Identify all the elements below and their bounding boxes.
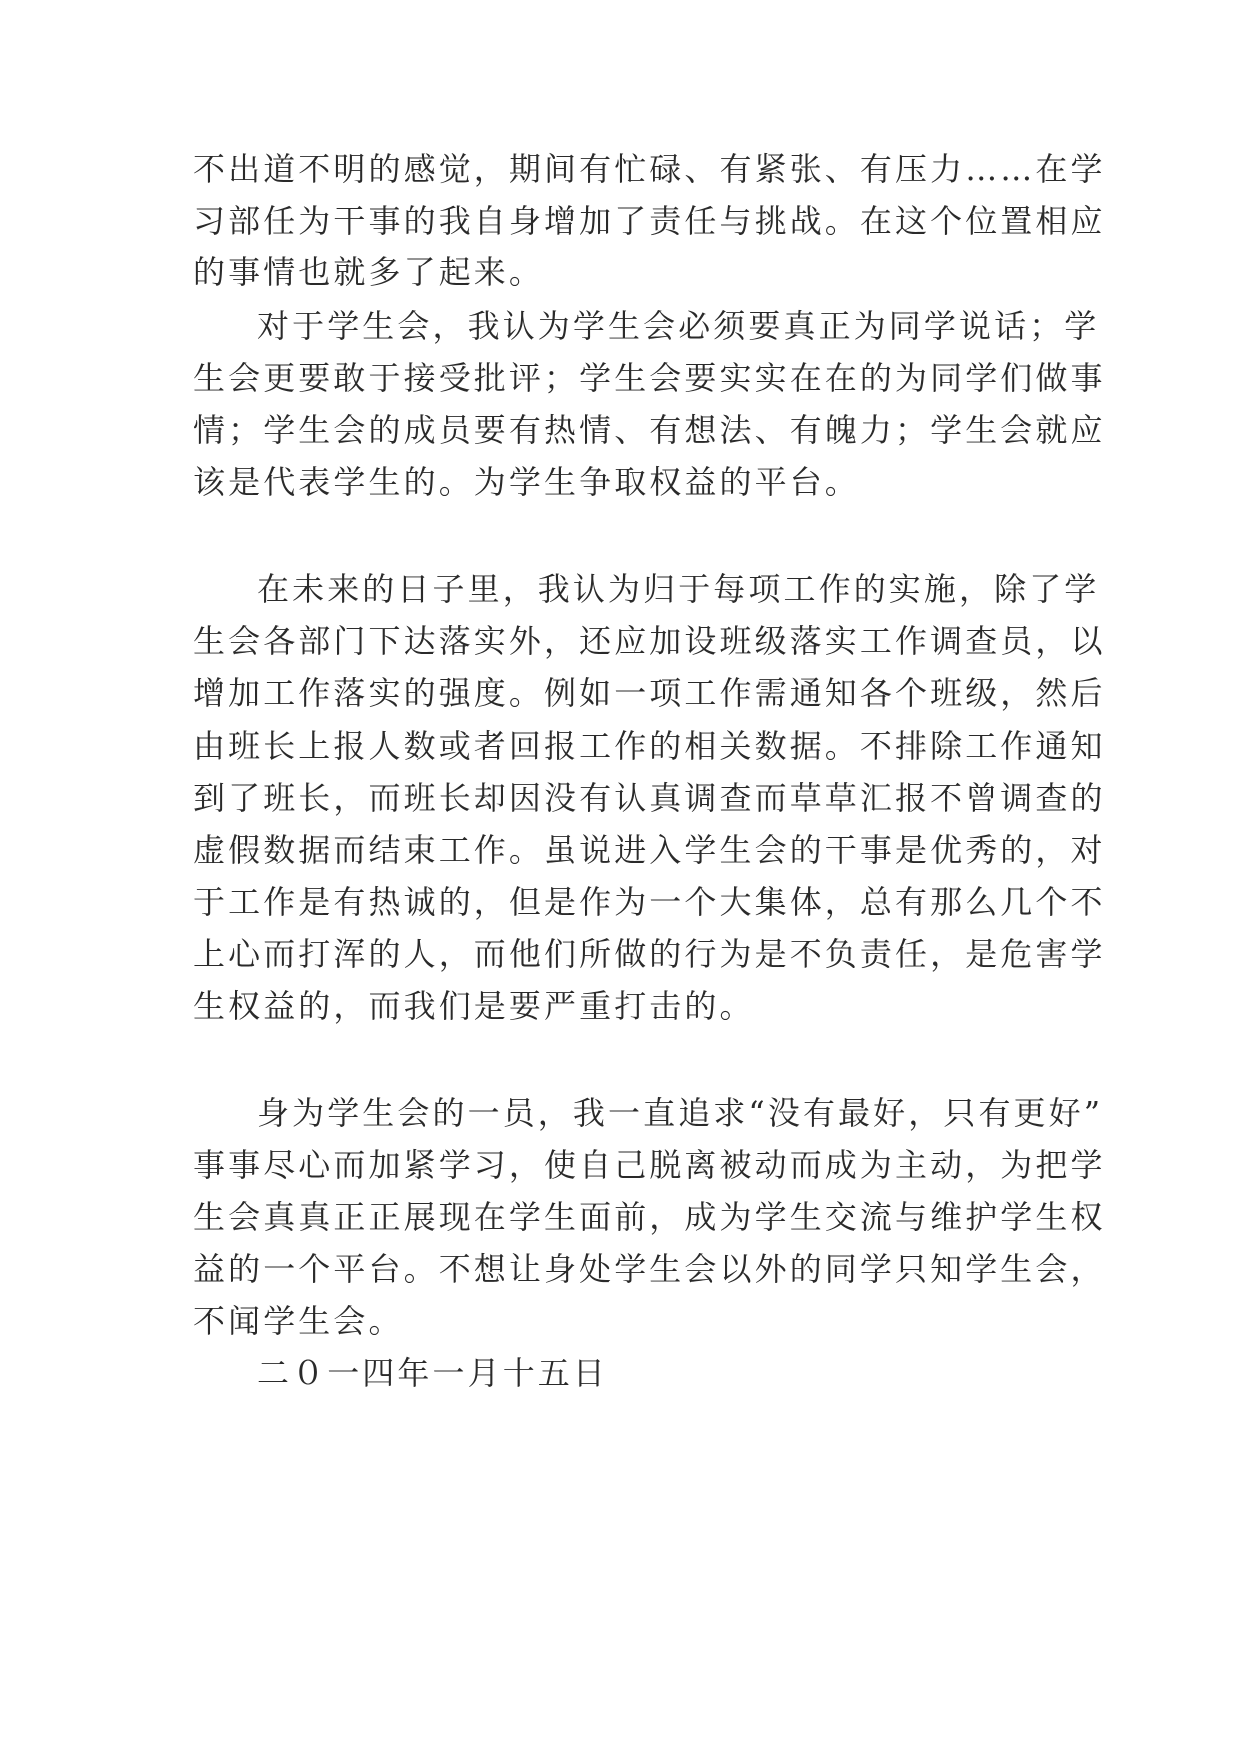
paragraph-3-line-7: 于工作是有热诚的，但是作为一个大集体，总有那么几个不 bbox=[193, 883, 1106, 921]
paragraph-2-line-3: 情；学生会的成员要有热情、有想法、有魄力；学生会就应 bbox=[193, 411, 1106, 449]
paragraph-1-line-2: 习部任为干事的我自身增加了责任与挑战。在这个位置相应 bbox=[193, 202, 1106, 240]
paragraph-4-line-2: 事事尽心而加紧学习，使自己脱离被动而成为主动，为把学 bbox=[193, 1146, 1106, 1184]
paragraph-4-line-4: 益的一个平台。不想让身处学生会以外的同学只知学生会， bbox=[193, 1250, 1106, 1288]
paragraph-3-line-9: 生权益的，而我们是要严重打击的。 bbox=[193, 987, 755, 1025]
paragraph-1-line-1: 不出道不明的感觉，期间有忙碌、有紧张、有压力……在学 bbox=[193, 150, 1106, 188]
paragraph-3-line-2: 生会各部门下达落实外，还应加设班级落实工作调查员，以 bbox=[193, 622, 1106, 660]
paragraph-4-line-3: 生会真真正正展现在学生面前，成为学生交流与维护学生权 bbox=[193, 1198, 1106, 1236]
paragraph-4-line-5: 不闻学生会。 bbox=[193, 1302, 404, 1340]
paragraph-3-line-3: 增加工作落实的强度。例如一项工作需通知各个班级，然后 bbox=[193, 674, 1106, 712]
paragraph-2-line-4: 该是代表学生的。为学生争取权益的平台。 bbox=[193, 463, 860, 501]
paragraph-1-line-3: 的事情也就多了起来。 bbox=[193, 253, 545, 291]
paragraph-3-line-6: 虚假数据而结束工作。虽说进入学生会的干事是优秀的，对 bbox=[193, 831, 1106, 869]
paragraph-3-line-5: 到了班长，而班长却因没有认真调查而草草汇报不曾调查的 bbox=[193, 779, 1106, 817]
paragraph-2-line-1: 对于学生会，我认为学生会必须要真正为同学说话；学 bbox=[257, 307, 1100, 345]
paragraph-4-line-1: 身为学生会的一员，我一直追求“没有最好，只有更好” bbox=[257, 1094, 1104, 1132]
paragraph-3-line-8: 上心而打浑的人，而他们所做的行为是不负责任，是危害学 bbox=[193, 935, 1106, 973]
paragraph-2-line-2: 生会更要敢于接受批评；学生会要实实在在的为同学们做事 bbox=[193, 359, 1106, 397]
document-date: 二０一四年一月十五日 bbox=[257, 1354, 609, 1392]
paragraph-3-line-1: 在未来的日子里，我认为归于每项工作的实施，除了学 bbox=[257, 570, 1100, 608]
paragraph-3-line-4: 由班长上报人数或者回报工作的相关数据。不排除工作通知 bbox=[193, 727, 1106, 765]
